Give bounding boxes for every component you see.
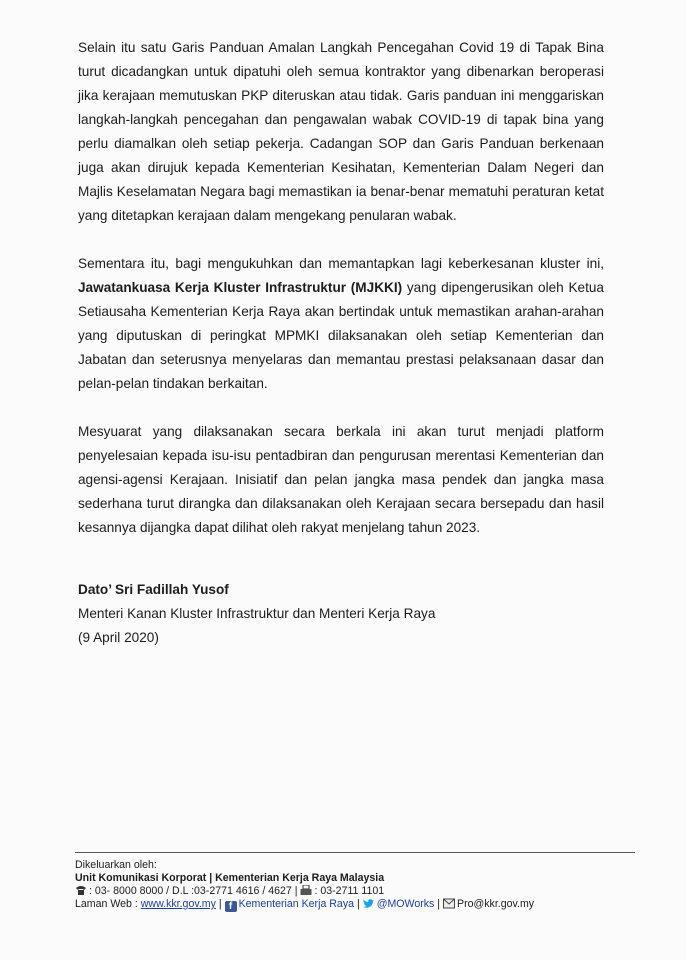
release-date: (9 April 2020) (78, 630, 159, 645)
website-label: Laman Web : (75, 898, 138, 910)
phone-numbers: : 03- 8000 8000 / D.L :03-2771 4616 / 4627 | (89, 885, 298, 897)
links-row (75, 898, 635, 912)
facebook-link[interactable]: Kementerian Kerja Raya (238, 898, 355, 910)
paragraph-1: Selain itu satu Garis Panduan Amalan Langkah Pencegahan Covid 19 di Tapak Bina turut dicadangkan untuk dipatuhi oleh semua kontraktor yang dibenarkan beroperasi jika kerajaan memutuskan PKP diteruskan atau tidak. Garis panduan ini menggariskan langkah-langkah pencegahan dan pengawalan wabak COVID-19 di tapak bina yang perlu diamalkan oleh setiap pekerja. Cadangan SOP dan Garis Panduan berkenaan juga akan dirujuk kepada Kementerian Kesihatan, Kementerian Dalam Negeri dan Majlis Keselamatan Negara bagi memastikan ia benar-benar mematuhi peraturan ketat yang ditetapkan kerajaan dalam mengekang penularan wabak. (78, 40, 604, 223)
contact-row (75, 885, 635, 898)
issuing-organization: Unit Komunikasi Korporat | Kementerian Kerja Raya Malaysia (75, 872, 385, 884)
separator: | (437, 898, 441, 910)
twitter-icon (363, 898, 375, 909)
phone-icon (75, 885, 87, 896)
website-link[interactable]: www.kkr.gov.my (140, 898, 216, 910)
twitter-link[interactable]: @MOWorks (376, 898, 435, 910)
paragraph-2-lead: Sementara itu, bagi mengukuhkan dan memantapkan lagi keberkesanan kluster ini, (78, 256, 604, 271)
paragraph-2-rest: yang dipengerusikan oleh Ketua Setiausaha Kementerian Kerja Raya akan bertindak untuk memastikan arahan-arahan yang diputuskan di peringkat MPMKI dilaksanakan oleh setiap Kementerian dan Jabatan dan seterusnya menyelaras dan memantau prestasi pelaksanaan dasar dan pelan-pelan tindakan berkaitan. (78, 280, 604, 391)
paragraph-3: Mesyuarat yang dilaksanakan secara berkala ini akan turut menjadi platform penyelesaian kepada isu-isu pentadbiran dan pengurusan merentasi Kementerian dan agensi-agensi Kerajaan. Inisiatif dan pelan jangka masa pendek dan jangka masa sederhana turut dirangka dan dilaksanakan oleh Kerajaan secara bersepadu dan hasil kesannya dijangka dapat dilihat oleh rakyat menjelang tahun 2023. (78, 424, 604, 535)
fax-icon (300, 885, 312, 896)
signatory-name: Dato’ Sri Fadillah Yusof (78, 582, 229, 597)
footer (75, 852, 635, 912)
signatory-title: Menteri Kanan Kluster Infrastruktur dan Menteri Kerja Raya (78, 606, 436, 621)
separator: | (356, 898, 360, 910)
issued-by-label: Dikeluarkan oleh: (75, 859, 157, 871)
separator: | (218, 898, 222, 910)
body-text (78, 36, 604, 564)
paragraph-2 (78, 252, 604, 396)
email-address[interactable]: Pro@kkr.gov.my (457, 898, 535, 910)
email-icon (443, 898, 455, 909)
signature-block (78, 578, 604, 650)
committee-name: Jawatankuasa Kerja Kluster Infrastruktur (MJKKI) (78, 280, 403, 295)
fax-number: : 03-2711 1101 (314, 885, 385, 897)
facebook-icon: f (225, 901, 237, 912)
